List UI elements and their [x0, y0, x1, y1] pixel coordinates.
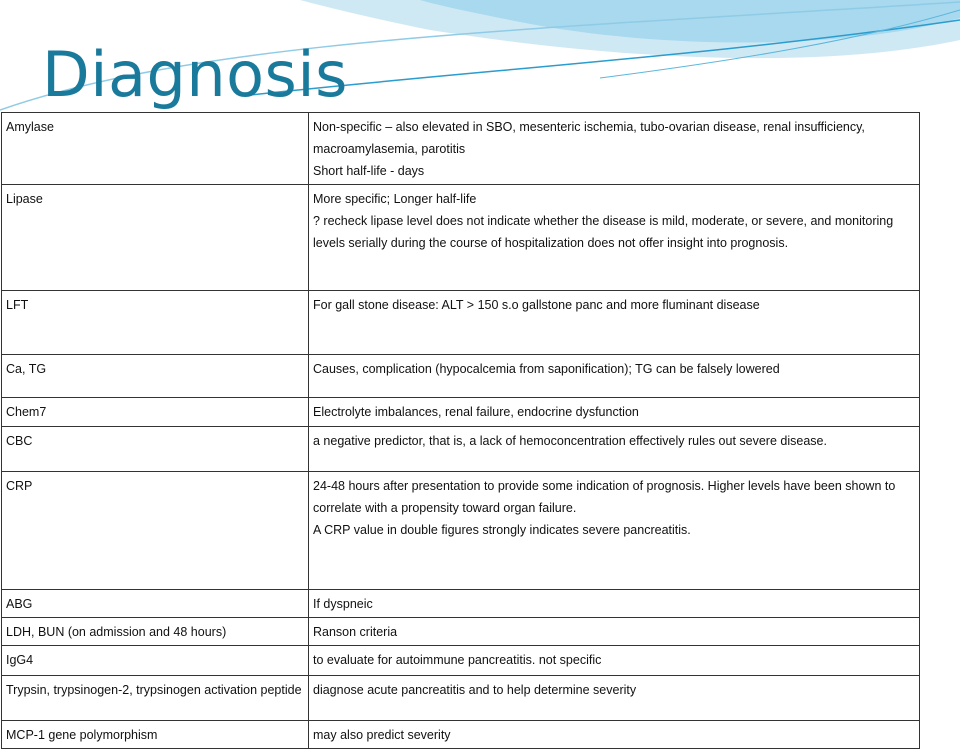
table-row: [2, 398, 920, 427]
note-line: Electrolyte imbalances, renal failure, endocrine dysfunction: [313, 405, 639, 419]
note-line: diagnose acute pancreatitis and to help determine severity: [313, 683, 637, 697]
test-name: LDH, BUN (on admission and 48 hours): [6, 625, 227, 639]
table-row: [2, 618, 920, 646]
test-cell: [2, 398, 309, 427]
notes-cell: [309, 113, 920, 185]
test-cell: [2, 590, 309, 618]
test-cell: [2, 472, 309, 590]
test-name: ABG: [6, 597, 33, 611]
test-cell: [2, 427, 309, 472]
test-cell: [2, 676, 309, 721]
test-name: Chem7: [6, 405, 47, 419]
notes-cell: [309, 398, 920, 427]
table-row: [2, 185, 920, 291]
table-row: [2, 721, 920, 749]
note-line: More specific; Longer half-life: [313, 192, 477, 206]
test-cell: [2, 185, 309, 291]
note-line: Ranson criteria: [313, 625, 398, 639]
notes-cell: [309, 291, 920, 355]
test-name: CBC: [6, 434, 33, 448]
test-name: IgG4: [6, 653, 34, 667]
note-line: a negative predictor, that is, a lack of hemoconcentration effectively rules out severe disease.: [313, 434, 827, 448]
test-name: Lipase: [6, 192, 43, 206]
table-row: [2, 355, 920, 398]
notes-cell: [309, 590, 920, 618]
table-row: [2, 291, 920, 355]
notes-cell: [309, 618, 920, 646]
test-cell: [2, 355, 309, 398]
test-cell: [2, 291, 309, 355]
table-row: [2, 472, 920, 590]
test-name: CRP: [6, 479, 33, 493]
table-row: [2, 113, 920, 185]
note-line: ? recheck lipase level does not indicate whether the disease is mild, moderate, or severe, and monitoring levels serially during the course of hospitalization does not offer insight into prognosis.: [313, 214, 894, 250]
table-row: [2, 590, 920, 618]
notes-cell: [309, 646, 920, 676]
note-line: Causes, complication (hypocalcemia from saponification); TG can be falsely lowered: [313, 362, 780, 376]
test-cell: [2, 646, 309, 676]
notes-cell: [309, 427, 920, 472]
test-cell: [2, 113, 309, 185]
table-row: [2, 646, 920, 676]
note-line: 24-48 hours after presentation to provide some indication of prognosis. Higher levels have been shown to correlate with a propensity toward organ failure.: [313, 479, 896, 515]
test-name: LFT: [6, 298, 29, 312]
table-row: [2, 676, 920, 721]
notes-cell: [309, 721, 920, 749]
note-line: Short half-life - days: [313, 164, 425, 178]
notes-cell: [309, 472, 920, 590]
slide-title: Diagnosis: [42, 38, 348, 111]
note-line: to evaluate for autoimmune pancreatitis. not specific: [313, 653, 602, 667]
test-name: Trypsin, trypsinogen-2, trypsinogen activation peptide: [6, 683, 302, 697]
test-name: Amylase: [6, 120, 54, 134]
notes-cell: [309, 185, 920, 291]
table-row: [2, 427, 920, 472]
test-name: MCP-1 gene polymorphism: [6, 728, 158, 742]
test-name: Ca, TG: [6, 362, 47, 376]
note-line: For gall stone disease: ALT > 150 s.o gallstone panc and more fluminant disease: [313, 298, 760, 312]
note-line: If dyspneic: [313, 597, 373, 611]
note-line: may also predict severity: [313, 728, 451, 742]
notes-cell: [309, 676, 920, 721]
notes-cell: [309, 355, 920, 398]
note-line: Non-specific – also elevated in SBO, mesenteric ischemia, tubo-ovarian disease, renal insufficiency, macroamylasemia, parotitis: [313, 120, 865, 156]
diagnosis-table: [1, 112, 920, 749]
test-cell: [2, 721, 309, 749]
note-line: A CRP value in double figures strongly indicates severe pancreatitis.: [313, 523, 691, 537]
test-cell: [2, 618, 309, 646]
